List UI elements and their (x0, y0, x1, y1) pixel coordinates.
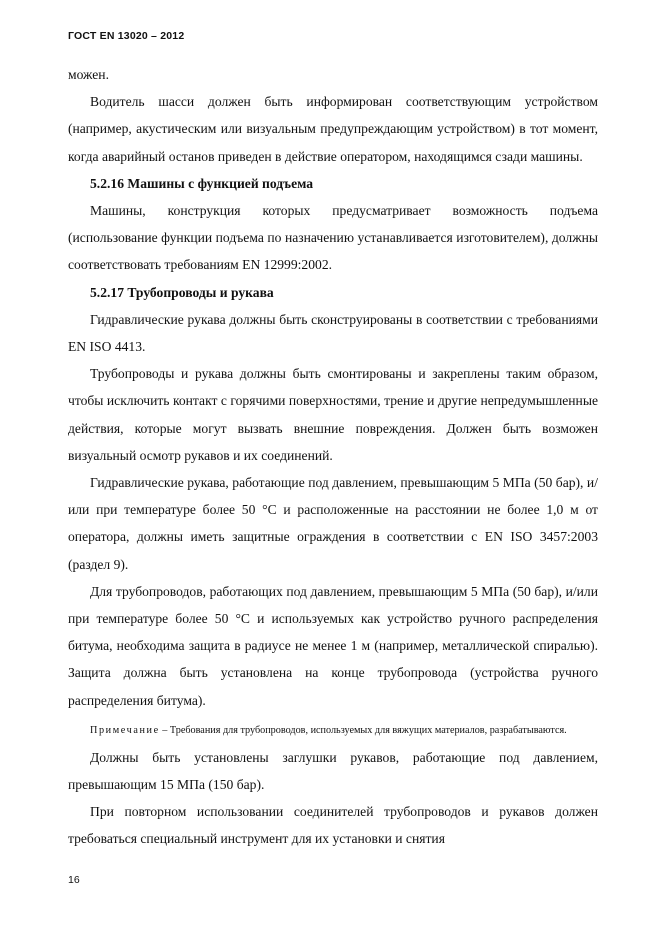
paragraph-pressure-guards: Гидравлические рукава, работающие под давлением, превышающим 5 МПа (50 бар), и/или при температуре более 50 °С и расположенные на расстоянии не более 1,0 м от оператора, должны иметь защитные ограждения в соответствии с EN ISO 3457:2003 (раздел 9). (68, 475, 598, 572)
section-heading-5-2-17: 5.2.17 Трубопроводы и рукава (90, 284, 274, 300)
paragraph-mounting: Трубопроводы и рукава должны быть смонтированы и закреплены таким образом, чтобы исключить контакт с горячими поверхностями, трение и другие непредумышленные действия, которые могут вызвать внешние повреждения. Должен быть возможен визуальный осмотр рукавов и их соединений. (68, 366, 598, 463)
section-heading-5-2-16: 5.2.16 Машины с функцией подъема (90, 175, 314, 191)
page-body (68, 61, 598, 853)
paragraph-hose-caps: Должны быть установлены заглушки рукавов, работающие под давлением, превышающим 15 МПа (150 бар). (68, 749, 598, 793)
paragraph-bitumen-protection: Для трубопроводов, работающих под давлением, превышающим 5 МПа (50 бар), и/или при температуре более 50 °С и используемых как устройство ручного распределения битума, необходима защита в радиусе не менее 1 м (например, металлической спиралью). Защита должна быть установлена на конце трубопровода (устройства ручного распределения битума). (68, 583, 598, 708)
paragraph-connectors: При повторном использовании соединителей трубопроводов и рукавов должен требоваться специальный инструмент для их установки и снятия (68, 804, 598, 847)
note-label: Примечание (90, 724, 160, 736)
page-number: 16 (68, 874, 80, 886)
paragraph-driver-info: Водитель шасси должен быть информирован соответствующим устройством (например, акустическим или визуальным предупреждающим устройством) в тот момент, когда аварийный останов приведен в действие оператором, находящимся сзади машины. (68, 94, 598, 164)
paragraph-continuation: можен. (68, 67, 109, 82)
paragraph-hydraulic-hoses: Гидравлические рукава должны быть сконструированы в соответствии с требованиями EN ISO 4413. (68, 311, 598, 355)
standard-header: ГОСТ EN 13020 – 2012 (68, 30, 185, 42)
note (68, 724, 598, 738)
paragraph-lifting: Машины, конструкция которых предусматривает возможность подъема (использование функции подъема по назначению устанавливается изготовителем), должны соответствовать требованиям EN 12999:2002. (68, 203, 598, 273)
note-text: – Требования для трубопроводов, используемых для вяжущих материалов, разрабатываются. (159, 724, 567, 736)
